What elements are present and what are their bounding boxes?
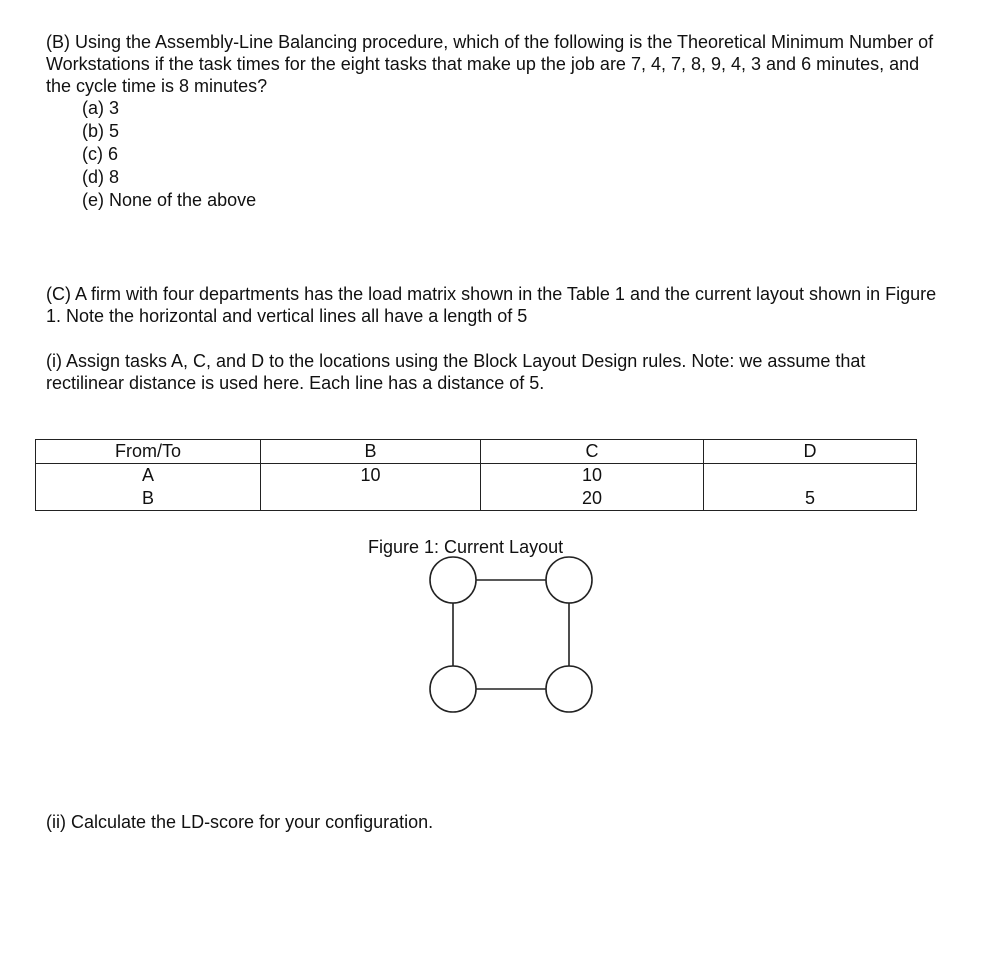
table-cell: 20 — [481, 487, 704, 511]
header-c: C — [481, 440, 704, 464]
location-node-top-left — [430, 557, 476, 603]
table-cell: 10 — [481, 464, 704, 488]
header-b: B — [261, 440, 481, 464]
table-cell — [704, 464, 917, 488]
table-row — [36, 464, 917, 488]
table-cell — [261, 487, 481, 511]
table-row — [36, 487, 917, 511]
question-b-text: (B) Using the Assembly-Line Balancing procedure, which of the following is the Theoretical Minimum Number of Workstations if the task times for the eight tasks that make up the job are 7, 4, 7, 8, 9, 4, 3 and 6 minutes, and the cycle time is 8 minutes? — [46, 32, 934, 96]
option-e: (e) None of the above — [82, 190, 257, 210]
option-d: (d) 8 — [82, 167, 120, 187]
table-header-row — [36, 440, 917, 464]
option-a: (a) 3 — [82, 98, 120, 118]
question-c-part-ii: (ii) Calculate the LD-score for your configuration. — [46, 812, 434, 832]
question-c-part-i: (i) Assign tasks A, C, and D to the locations using the Block Layout Design rules. Note: we assume that rectilinear distance is used here. Each line has a distance of 5. — [46, 351, 866, 393]
row-label: B — [36, 487, 261, 511]
current-layout-figure — [420, 548, 600, 718]
load-matrix-table — [35, 439, 917, 511]
table-cell: 5 — [704, 487, 917, 511]
location-node-top-right — [546, 557, 592, 603]
question-c-text: (C) A firm with four departments has the load matrix shown in the Table 1 and the current layout shown in Figure 1. Note the horizontal and vertical lines all have a length of 5 — [46, 284, 937, 326]
question-b — [46, 31, 946, 212]
option-b: (b) 5 — [82, 121, 120, 141]
header-from-to: From/To — [36, 440, 261, 464]
figure-title: Figure 1: Current Layout — [368, 537, 564, 557]
row-label: A — [36, 464, 261, 488]
location-node-bottom-left — [430, 666, 476, 712]
question-b-options — [82, 97, 946, 212]
header-d: D — [704, 440, 917, 464]
location-node-bottom-right — [546, 666, 592, 712]
table-cell: 10 — [261, 464, 481, 488]
option-c: (c) 6 — [82, 144, 118, 164]
